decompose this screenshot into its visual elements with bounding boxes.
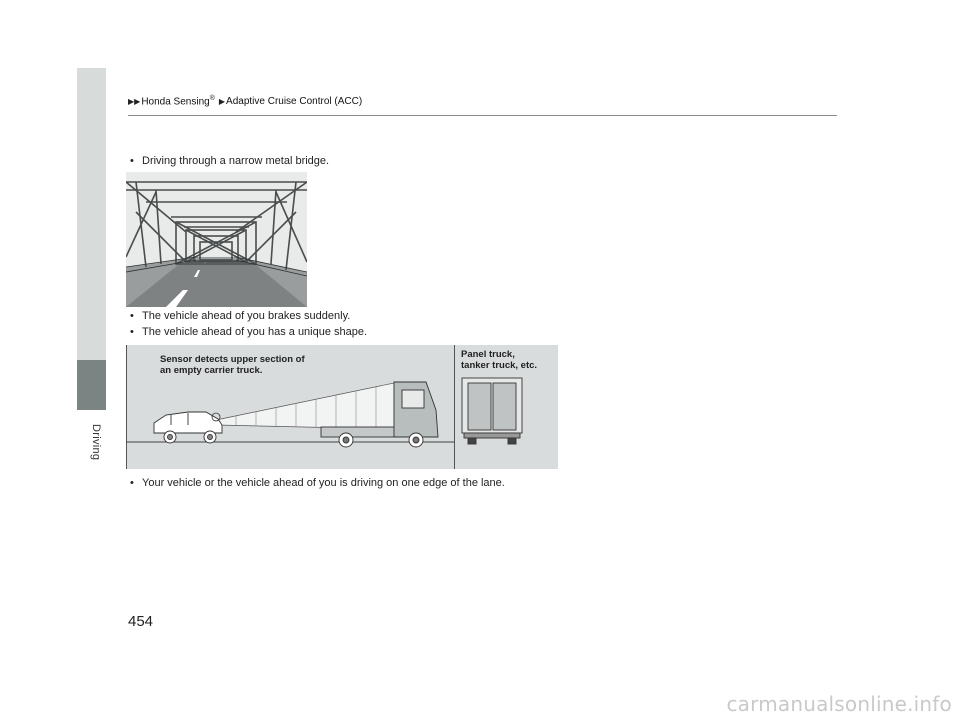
sensor-callout: Sensor detects upper section of an empty carrier truck.	[160, 354, 305, 376]
bullet-icon: •	[130, 477, 134, 489]
arrow-icon: ▶	[218, 96, 226, 106]
bullet-item: • The vehicle ahead of you brakes suddenly.	[130, 310, 351, 322]
breadcrumb-item-acc: Adaptive Cruise Control (ACC)	[226, 95, 363, 107]
section-tab-marker	[77, 360, 106, 410]
section-tab-label: Driving	[90, 424, 102, 461]
header-divider	[128, 115, 837, 116]
bullet-item: • The vehicle ahead of you has a unique shape.	[130, 326, 368, 338]
breadcrumb-item-honda-sensing: Honda Sensing®	[141, 95, 215, 108]
section-tab-rail	[77, 68, 106, 360]
bullet-icon: •	[130, 326, 134, 338]
bullet-icon: •	[130, 310, 134, 322]
bullet-item: • Your vehicle or the vehicle ahead of you is driving on one edge of the lane.	[130, 477, 505, 489]
bridge-photo	[126, 172, 307, 307]
watermark: carmanualsonline.info	[726, 692, 952, 716]
bullet-icon: •	[130, 155, 134, 167]
panel-truck-callout: Panel truck, tanker truck, etc.	[461, 349, 538, 371]
double-arrow-icon: ▶▶	[128, 96, 141, 106]
panel-truck-icon	[462, 378, 522, 444]
page-number: 454	[128, 613, 154, 630]
bullet-item: • Driving through a narrow metal bridge.	[130, 155, 330, 167]
breadcrumb	[128, 95, 366, 107]
